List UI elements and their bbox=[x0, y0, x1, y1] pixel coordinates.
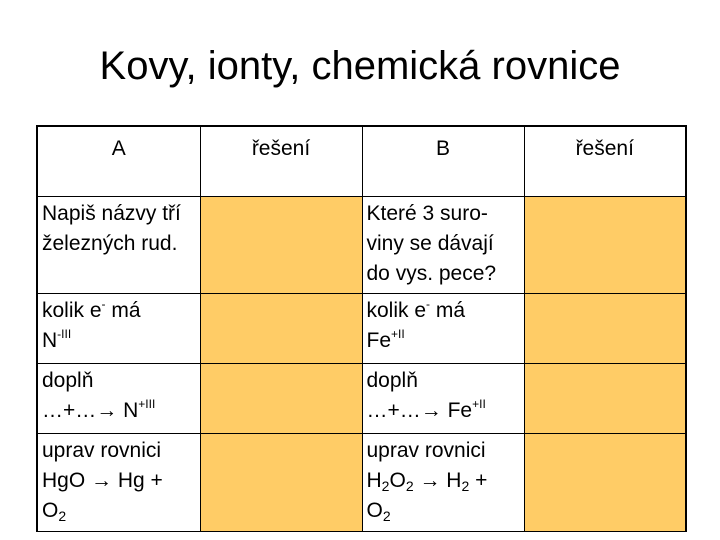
q-b4-h2-sub: 2 bbox=[461, 477, 470, 494]
q-b4-o2: O bbox=[366, 498, 383, 522]
question-a4 bbox=[37, 433, 200, 531]
answer-cell-b4[interactable] bbox=[524, 433, 686, 531]
q-b4-h-sub: 2 bbox=[381, 477, 390, 494]
answer-cell-b3[interactable] bbox=[524, 363, 686, 433]
slide-title: Kovy, ionty, chemická rovnice bbox=[99, 44, 621, 88]
q-b3-line1: doplň bbox=[366, 368, 418, 392]
answer-cell-b2[interactable] bbox=[524, 293, 686, 363]
q-b4-o2-sub: 2 bbox=[382, 507, 391, 524]
q-a4-oxygen: O bbox=[42, 498, 59, 522]
question-a3 bbox=[37, 363, 200, 433]
q-b4-o: O bbox=[389, 468, 406, 492]
answer-cell-a2[interactable] bbox=[200, 293, 362, 363]
q-b4-plus: + bbox=[469, 468, 488, 492]
question-b3 bbox=[362, 363, 524, 433]
q-b2-species: Fe bbox=[366, 328, 392, 352]
q-b2-sup-electron: - bbox=[426, 296, 431, 311]
q-a2-sup-electron: - bbox=[101, 296, 106, 311]
header-a-solution: řešení bbox=[200, 126, 362, 196]
question-b1: Které 3 suro-viny se dávají do vys. pece? bbox=[362, 196, 524, 293]
q-a2-text-mid: má bbox=[105, 298, 141, 322]
q-b4-line1: uprav rovnici bbox=[366, 438, 486, 462]
q-a4-oxygen-sub: 2 bbox=[58, 507, 67, 524]
q-b2-text-mid: má bbox=[430, 298, 466, 322]
q-a3-line1: doplň bbox=[42, 368, 94, 392]
answer-cell-b1[interactable] bbox=[524, 196, 686, 293]
q-a2-oxidation: -III bbox=[57, 326, 72, 341]
answer-cell-a4[interactable] bbox=[200, 433, 362, 531]
q-b2-text: kolik e bbox=[366, 298, 427, 322]
q-b3-line2: …+…→ Fe bbox=[366, 398, 473, 422]
q-b3-oxidation: +II bbox=[472, 396, 486, 411]
question-a2 bbox=[37, 293, 200, 363]
header-b: B bbox=[362, 126, 524, 196]
answer-cell-a1[interactable] bbox=[200, 196, 362, 293]
q-a3-line2: …+…→ N bbox=[42, 398, 139, 422]
answer-cell-a3[interactable] bbox=[200, 363, 362, 433]
table-row bbox=[37, 196, 686, 293]
header-b-solution: řešení bbox=[524, 126, 686, 196]
table-row bbox=[37, 363, 686, 433]
question-a1: Napiš názvy tří železných rud. bbox=[37, 196, 200, 293]
question-b4 bbox=[362, 433, 524, 531]
table-row bbox=[37, 433, 686, 531]
q-a2-species: N bbox=[42, 328, 58, 352]
q-b4-o-sub: 2 bbox=[405, 477, 414, 494]
q-a3-oxidation: +III bbox=[138, 396, 156, 411]
header-row bbox=[37, 126, 686, 196]
header-a: A bbox=[37, 126, 200, 196]
q-a4-equation: HgO → Hg + bbox=[42, 468, 163, 492]
question-b2 bbox=[362, 293, 524, 363]
q-a4-line1: uprav rovnici bbox=[42, 438, 162, 462]
q-a2-text: kolik e bbox=[42, 298, 102, 322]
q-b4-h: H bbox=[366, 468, 382, 492]
q-b4-arrow: → H bbox=[413, 468, 462, 492]
table-row bbox=[37, 293, 686, 363]
quiz-table bbox=[36, 125, 687, 532]
q-b2-oxidation: +II bbox=[391, 326, 405, 341]
